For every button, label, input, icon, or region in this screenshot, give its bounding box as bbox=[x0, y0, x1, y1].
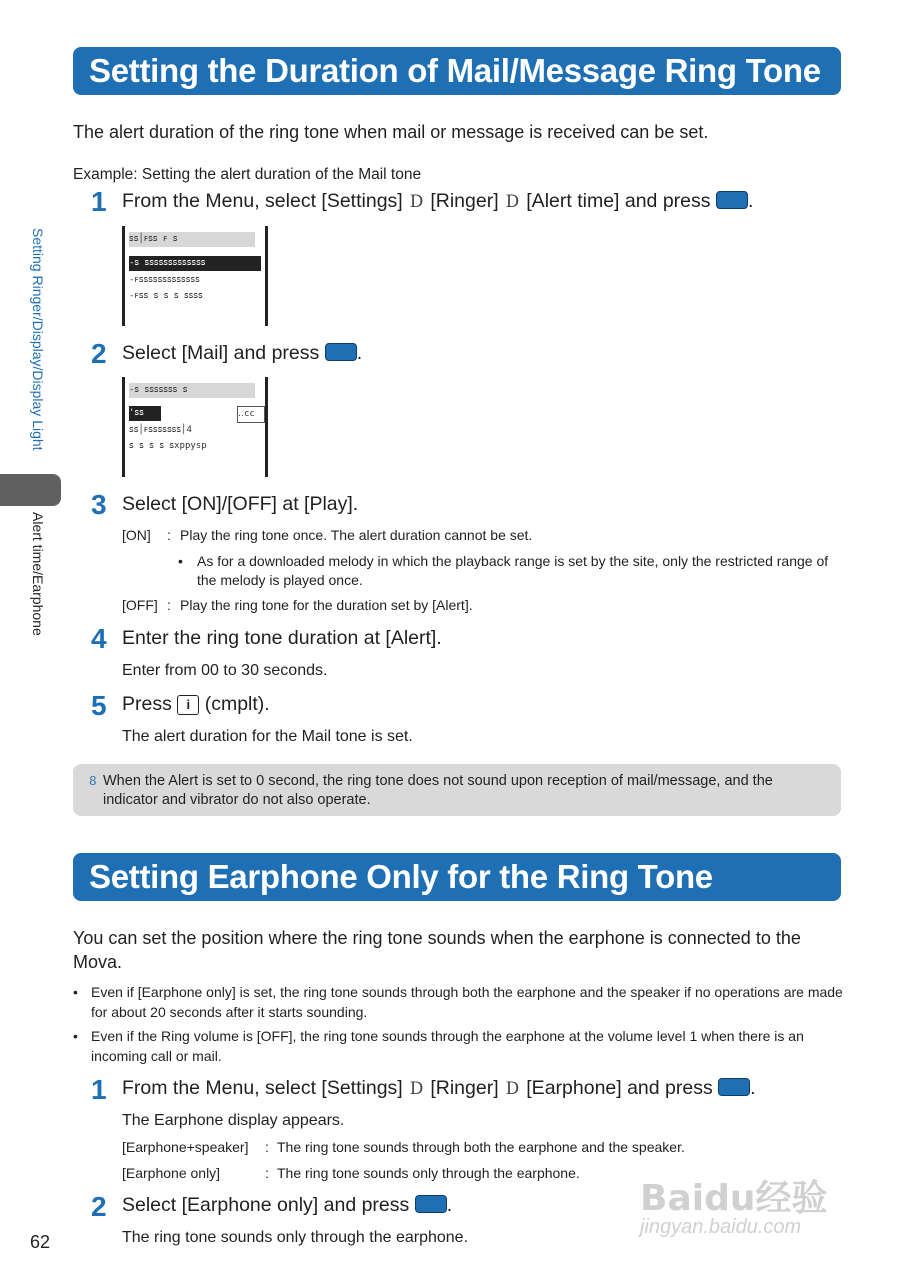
step-subtext: Enter from 00 to 30 seconds. bbox=[122, 662, 328, 679]
step-text bbox=[122, 1193, 452, 1217]
step-number: 2 bbox=[91, 338, 107, 369]
def-term: [Earphone only] bbox=[122, 1165, 221, 1181]
step-text-part: [Ringer] bbox=[430, 190, 499, 212]
section1-title: Setting the Duration of Mail/Message Ring Tone bbox=[73, 47, 841, 95]
screen-row: ‥cc bbox=[237, 406, 265, 423]
step-text-part: [Earphone] and press bbox=[526, 1077, 713, 1099]
step-subtext: The alert duration for the Mail tone is set. bbox=[122, 728, 413, 745]
screen-row: ꜱ ꜱ ꜱ ꜱ ꜱxppysp bbox=[129, 441, 207, 451]
screen-row: -ꜱ ꜱꜱꜱꜱꜱꜱꜱꜱꜱꜱꜱꜱꜱ bbox=[129, 256, 261, 271]
def-desc: Play the ring tone for the duration set by [Alert]. bbox=[180, 597, 473, 613]
arrow-icon: D bbox=[505, 1079, 520, 1099]
bullet-dot: • bbox=[73, 984, 78, 1000]
step-number: 5 bbox=[91, 690, 107, 721]
note-text: When the Alert is set to 0 second, the ring tone does not sound upon reception of mail/message, and the indicator and vibrator do not also operate. bbox=[103, 773, 773, 808]
step-text-part: Select [Mail] and press bbox=[122, 342, 320, 364]
def-term: [Earphone+speaker] bbox=[122, 1139, 249, 1155]
step-text-part: . bbox=[747, 190, 754, 212]
select-key-icon bbox=[718, 1078, 750, 1096]
section2-bullet: Even if [Earphone only] is set, the ring tone sounds through both the earphone and the speaker if no operations are made for about 20 seconds after it starts sounding. bbox=[91, 984, 843, 1020]
step-text bbox=[122, 341, 362, 365]
step-text bbox=[122, 1076, 756, 1101]
step-number: 1 bbox=[91, 186, 107, 217]
step-text-part: From the Menu, select [Settings] bbox=[122, 190, 403, 212]
note-box bbox=[73, 764, 841, 816]
step-number: 4 bbox=[91, 623, 107, 654]
sidebar-tab bbox=[0, 474, 61, 506]
step-text-part: . bbox=[446, 1194, 453, 1216]
section2-title: Setting Earphone Only for the Ring Tone bbox=[73, 853, 841, 901]
arrow-icon: D bbox=[409, 1079, 424, 1099]
screen-row: -ꜰꜱꜱꜱꜱꜱꜱꜱꜱꜱꜱꜱꜱꜱ bbox=[129, 275, 200, 285]
screen-row: ꜱꜱ│ꜰꜱꜱꜱꜱꜱꜱꜱ│4 bbox=[129, 425, 192, 435]
step-text-part: From the Menu, select [Settings] bbox=[122, 1077, 403, 1099]
screen-row: ꜱꜱ│ꜰꜱꜱ ꜰ ꜱ bbox=[129, 232, 255, 247]
def-colon: : bbox=[167, 527, 171, 543]
bullet-dot: • bbox=[178, 553, 183, 569]
watermark bbox=[640, 1150, 860, 1250]
select-key-icon bbox=[415, 1195, 447, 1213]
section1-intro: The alert duration of the ring tone when mail or message is received can be set. bbox=[73, 122, 709, 142]
i-mode-key-icon: i bbox=[177, 695, 199, 715]
step-text-part: (cmplt). bbox=[204, 693, 270, 715]
step-text bbox=[122, 189, 753, 214]
step-text-part: [Alert time] and press bbox=[526, 190, 711, 212]
watermark-logo: Baidu经验 bbox=[640, 1178, 828, 1219]
phone-screen-image bbox=[122, 377, 268, 477]
def-term: [OFF] bbox=[122, 597, 158, 613]
def-term: [ON] bbox=[122, 527, 151, 543]
phone-screen-image bbox=[122, 226, 268, 326]
step-text-part: . bbox=[356, 342, 363, 364]
def-colon: : bbox=[167, 597, 171, 613]
watermark-url: jingyan.baidu.com bbox=[640, 1216, 802, 1238]
screen-row: -ꜱ ꜱꜱꜱꜱꜱꜱꜱ ꜱ bbox=[129, 383, 255, 398]
screen-row: -ꜰꜱꜱ ꜱ ꜱ ꜱ ꜱꜱꜱꜱ bbox=[129, 291, 203, 301]
def-desc: The ring tone sounds only through the earphone. bbox=[277, 1165, 580, 1181]
def-desc: Play the ring tone once. The alert duration cannot be set. bbox=[180, 527, 533, 543]
step-text-part: Select [Earphone only] and press bbox=[122, 1194, 410, 1216]
step-text-part: Press bbox=[122, 693, 172, 715]
step-number: 3 bbox=[91, 489, 107, 520]
step-number: 1 bbox=[91, 1074, 107, 1105]
screen-row: 'ꜱꜱ bbox=[129, 406, 161, 421]
example-line: Example: Setting the alert duration of the Mail tone bbox=[73, 166, 422, 183]
step-text-part: . bbox=[750, 1077, 756, 1099]
section2-intro: You can set the position where the ring tone sounds when the earphone is connected to the Mova. bbox=[73, 928, 801, 972]
def-colon: : bbox=[265, 1165, 269, 1181]
select-key-icon bbox=[716, 191, 748, 209]
bullet-dot: • bbox=[73, 1028, 78, 1044]
def-bullet: As for a downloaded melody in which the playback range is set by the site, only the restricted range of the melody is played once. bbox=[197, 553, 829, 588]
step-subtext: The ring tone sounds only through the earphone. bbox=[122, 1229, 469, 1246]
arrow-icon: D bbox=[505, 192, 520, 212]
step-text-part: [Ringer] bbox=[430, 1077, 499, 1099]
sidebar-topic: Alert time/Earphone bbox=[30, 512, 46, 636]
arrow-icon: D bbox=[409, 192, 424, 212]
sidebar-chapter: Setting Ringer/Display/Display Light bbox=[30, 228, 46, 451]
step-text: Select [ON]/[OFF] at [Play]. bbox=[122, 493, 359, 515]
page-number: 62 bbox=[30, 1232, 51, 1252]
def-desc: The ring tone sounds through both the earphone and the speaker. bbox=[277, 1139, 685, 1155]
step-number: 2 bbox=[91, 1191, 107, 1222]
section2-bullet: Even if the Ring volume is [OFF], the ring tone sounds through the earphone at the volume level 1 when there is an incoming call or mail. bbox=[91, 1028, 804, 1064]
step-text bbox=[122, 692, 270, 716]
select-key-icon bbox=[325, 343, 357, 361]
step-text: Enter the ring tone duration at [Alert]. bbox=[122, 627, 442, 649]
def-colon: : bbox=[265, 1139, 269, 1155]
note-mark-icon: 8 bbox=[89, 774, 97, 788]
step-subtext: The Earphone display appears. bbox=[122, 1112, 345, 1129]
